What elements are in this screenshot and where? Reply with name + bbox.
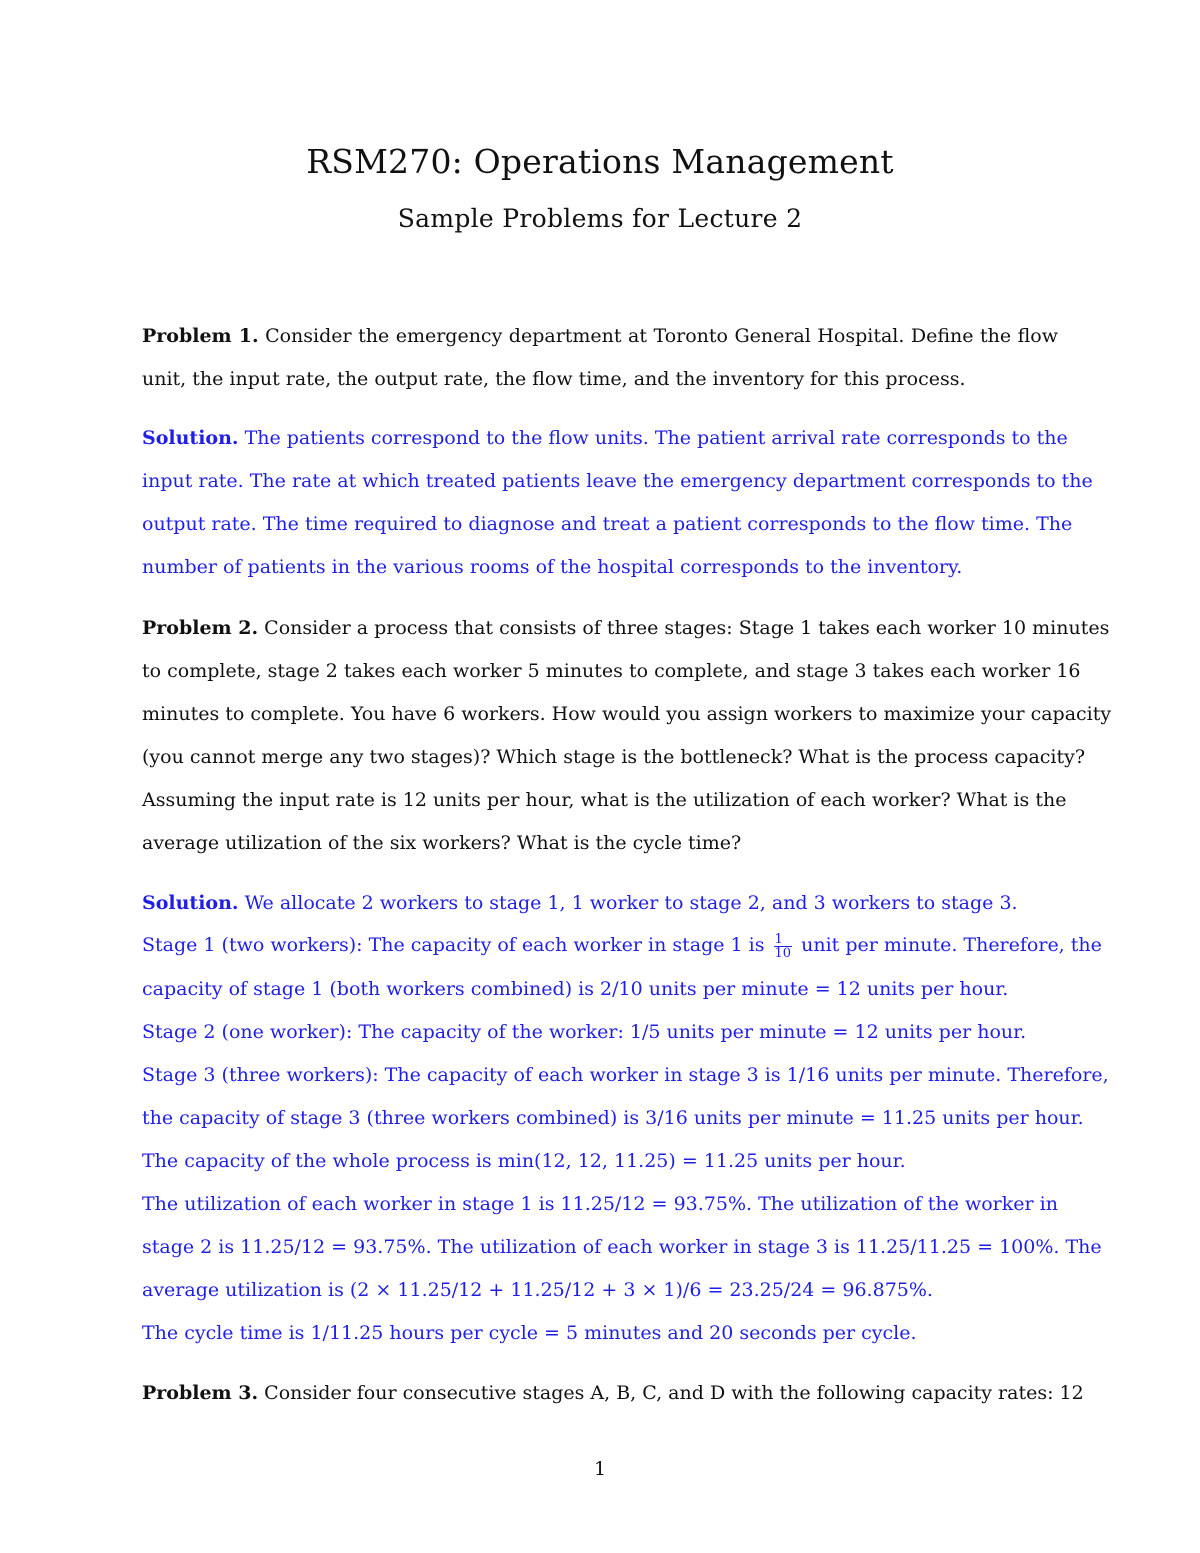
solution-1-line-1 (142, 425, 1068, 451)
problem-2-text-4: (you cannot merge any two stages)? Which stage is the bottleneck? What is the process capacity? (142, 746, 1086, 768)
problem-2-text-2: to complete, stage 2 takes each worker 5 minutes to complete, and stage 3 takes each worker 16 (142, 660, 1081, 682)
solution-2-text-7: The capacity of the whole process is min(12, 12, 11.25) = 11.25 units per hour. (142, 1150, 906, 1172)
solution-2-text-4: Stage 2 (one worker): The capacity of the worker: 1/5 units per minute = 12 units per hour. (142, 1021, 1027, 1043)
solution-1-text-2: input rate. The rate at which treated patients leave the emergency department corresponds to the (142, 470, 1093, 492)
stage-1-text-after: unit per minute. Therefore, the (801, 934, 1102, 956)
problem-3-text-1: Consider four consecutive stages A, B, C, and D with the following capacity rates: 12 (264, 1382, 1084, 1404)
solution-2-text-5: Stage 3 (three workers): The capacity of each worker in stage 3 is 1/16 units per minute. Therefore, (142, 1064, 1109, 1086)
problem-2-text-6: average utilization of the six workers? What is the cycle time? (142, 832, 742, 854)
solution-1-label: Solution. (142, 427, 239, 449)
solution-2-line-1 (142, 890, 1058, 916)
problem-2-text-1: Consider a process that consists of three stages: Stage 1 takes each worker 10 minutes (264, 617, 1110, 639)
problem-1-label: Problem 1. (142, 325, 259, 347)
solution-1-text-1: The patients correspond to the flow units. The patient arrival rate corresponds to the (244, 427, 1068, 449)
problem-2-line-1 (142, 615, 1110, 641)
solution-2-text-9: stage 2 is 11.25/12 = 93.75%. The utilization of each worker in stage 3 is 11.25/11.25 = 100%. The (142, 1236, 1102, 1258)
solution-2-label: Solution. (142, 892, 239, 914)
problem-1-text-1: Consider the emergency department at Toronto General Hospital. Define the flow (265, 325, 1058, 347)
page-number: 1 (593, 1458, 607, 1480)
solution-1-text-3: output rate. The time required to diagnose and treat a patient corresponds to the flow time. The (142, 513, 1073, 535)
solution-2-text-1: We allocate 2 workers to stage 1, 1 worker to stage 2, and 3 workers to stage 3. (244, 892, 1018, 914)
solution-2-text-10: average utilization is (2 × 11.25/12 + 11.25/12 + 3 × 1)/6 = 23.25/24 = 96.875%. (142, 1279, 933, 1301)
solution-1-text-4: number of patients in the various rooms of the hospital corresponds to the inventory. (142, 556, 963, 578)
problem-1-text-2: unit, the input rate, the output rate, the flow time, and the inventory for this process. (142, 368, 966, 390)
solution-2-text-11: The cycle time is 1/11.25 hours per cycle = 5 minutes and 20 seconds per cycle. (142, 1322, 917, 1344)
fraction-numerator: 1 (774, 933, 793, 947)
solution-2-stage-1-line (142, 931, 1102, 961)
problem-2-label: Problem 2. (142, 617, 259, 639)
problem-1-line-1 (142, 323, 1058, 349)
document-title: RSM270: Operations Management (306, 142, 894, 181)
document-subtitle: Sample Problems for Lecture 2 (397, 204, 803, 233)
problem-2-text-3: minutes to complete. You have 6 workers. How would you assign workers to maximize your capacity (142, 703, 1112, 725)
problem-3-label: Problem 3. (142, 1382, 259, 1404)
solution-2-text-3: capacity of stage 1 (both workers combined) is 2/10 units per minute = 12 units per hour. (142, 978, 1009, 1000)
problem-3-line-1 (142, 1380, 1084, 1406)
stage-1-text-before: Stage 1 (two workers): The capacity of each worker in stage 1 is (142, 934, 765, 956)
solution-2-text-8: The utilization of each worker in stage 1 is 11.25/12 = 93.75%. The utilization of the worker in (142, 1193, 1058, 1215)
solution-2-text-6: the capacity of stage 3 (three workers combined) is 3/16 units per minute = 11.25 units per hour. (142, 1107, 1084, 1129)
fraction-one-tenth (774, 933, 793, 960)
problem-2-text-5: Assuming the input rate is 12 units per hour, what is the utilization of each worker? What is the (142, 789, 1067, 811)
fraction-denominator: 10 (774, 945, 792, 961)
